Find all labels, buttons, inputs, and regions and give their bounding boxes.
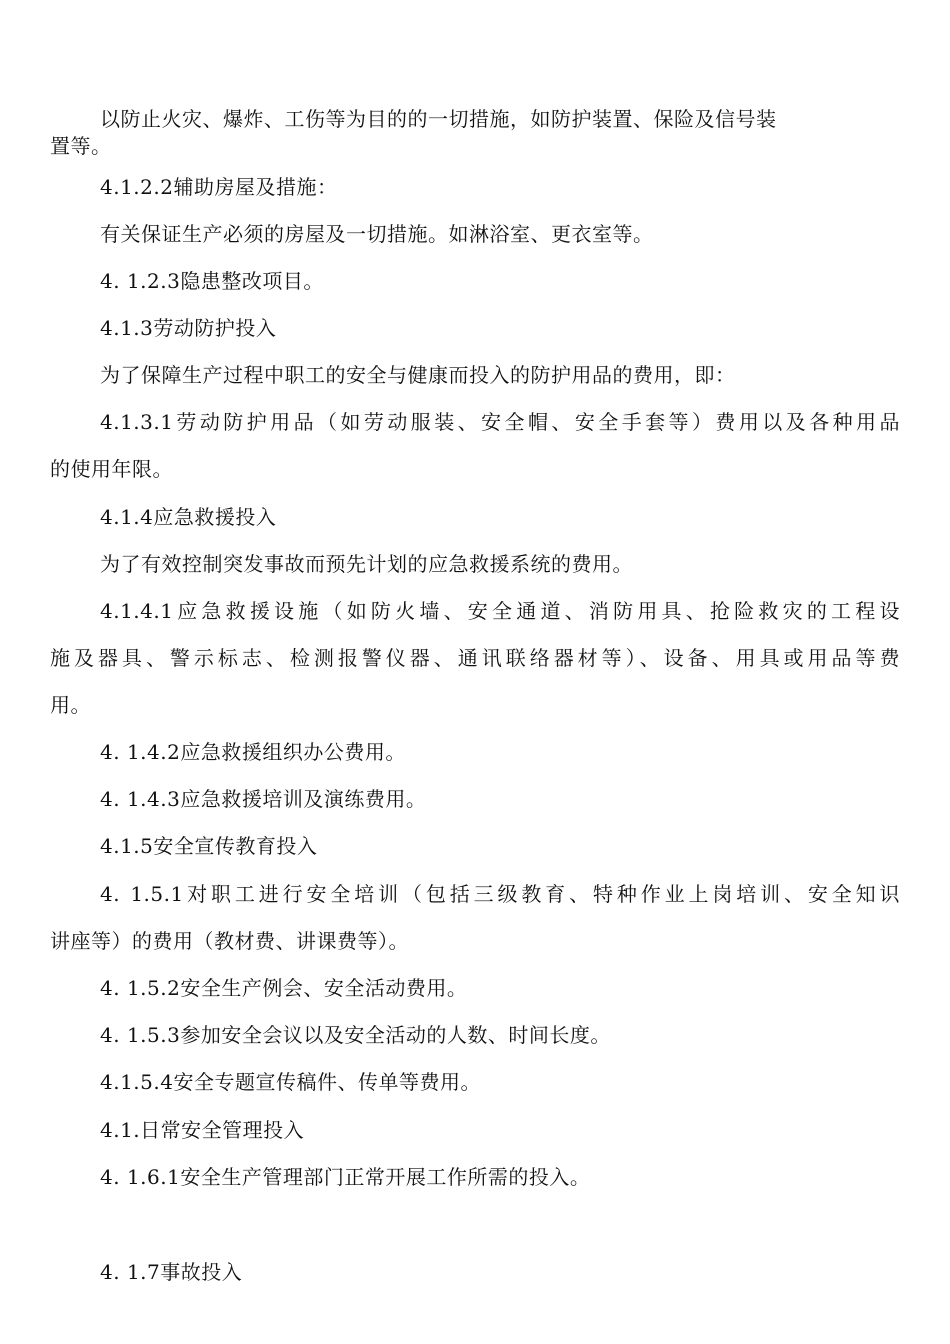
- paragraph-line: 讲座等）的费用（教材费、讲课费等）。: [50, 929, 409, 953]
- section-heading: 4.1.4应急救援投入: [100, 505, 277, 529]
- list-item: 4. 1.2.3隐患整改项目。: [100, 269, 324, 293]
- section-heading: 4.1.日常安全管理投入: [100, 1118, 305, 1142]
- section-heading: 4.1.5安全宣传教育投入: [100, 834, 318, 858]
- list-item: 4. 1.5.2安全生产例会、安全活动费用。: [100, 976, 468, 1000]
- section-heading: 4.1.3劳动防护投入: [100, 316, 277, 340]
- paragraph-line: 4.1.4.1应急救援设施（如防火墙、安全通道、消防用具、抢险救灾的工程设: [100, 599, 900, 623]
- list-item: 4. 1.4.3应急救援培训及演练费用。: [100, 787, 427, 811]
- paragraph-line: 4.1.3.1劳动防护用品（如劳动服装、安全帽、安全手套等）费用以及各种用品: [100, 410, 900, 434]
- list-item: 4. 1.5.3参加安全会议以及安全活动的人数、时间长度。: [100, 1023, 611, 1047]
- paragraph-line: 用。: [50, 693, 91, 717]
- section-heading: 4.1.2.2辅助房屋及措施：: [100, 175, 338, 199]
- paragraph-line: 为了有效控制突发事故而预先计划的应急救援系统的费用。: [100, 552, 633, 576]
- section-heading: 4. 1.7事故投入: [100, 1260, 243, 1284]
- paragraph-line: 有关保证生产必须的房屋及一切措施。如淋浴室、更衣室等。: [100, 222, 654, 246]
- list-item: 4.1.5.4安全专题宣传稿件、传单等费用。: [100, 1070, 481, 1094]
- list-item: 4. 1.6.1安全生产管理部门正常开展工作所需的投入。: [100, 1165, 591, 1189]
- paragraph-line: 置等。: [50, 134, 112, 158]
- paragraph-line: 的使用年限。: [50, 457, 173, 481]
- paragraph-line: 施及器具、警示标志、检测报警仪器、通讯联络器材等）、设备、用具或用品等费: [50, 646, 900, 670]
- list-item: 4. 1.4.2应急救援组织办公费用。: [100, 740, 406, 764]
- paragraph-line: 以防止火灾、爆炸、工伤等为目的的一切措施，如防护装置、保险及信号装: [100, 107, 777, 131]
- paragraph-line: 为了保障生产过程中职工的安全与健康而投入的防护用品的费用，即：: [100, 363, 736, 387]
- paragraph-line: 4. 1.5.1对职工进行安全培训（包括三级教育、特种作业上岗培训、安全知识: [100, 882, 900, 906]
